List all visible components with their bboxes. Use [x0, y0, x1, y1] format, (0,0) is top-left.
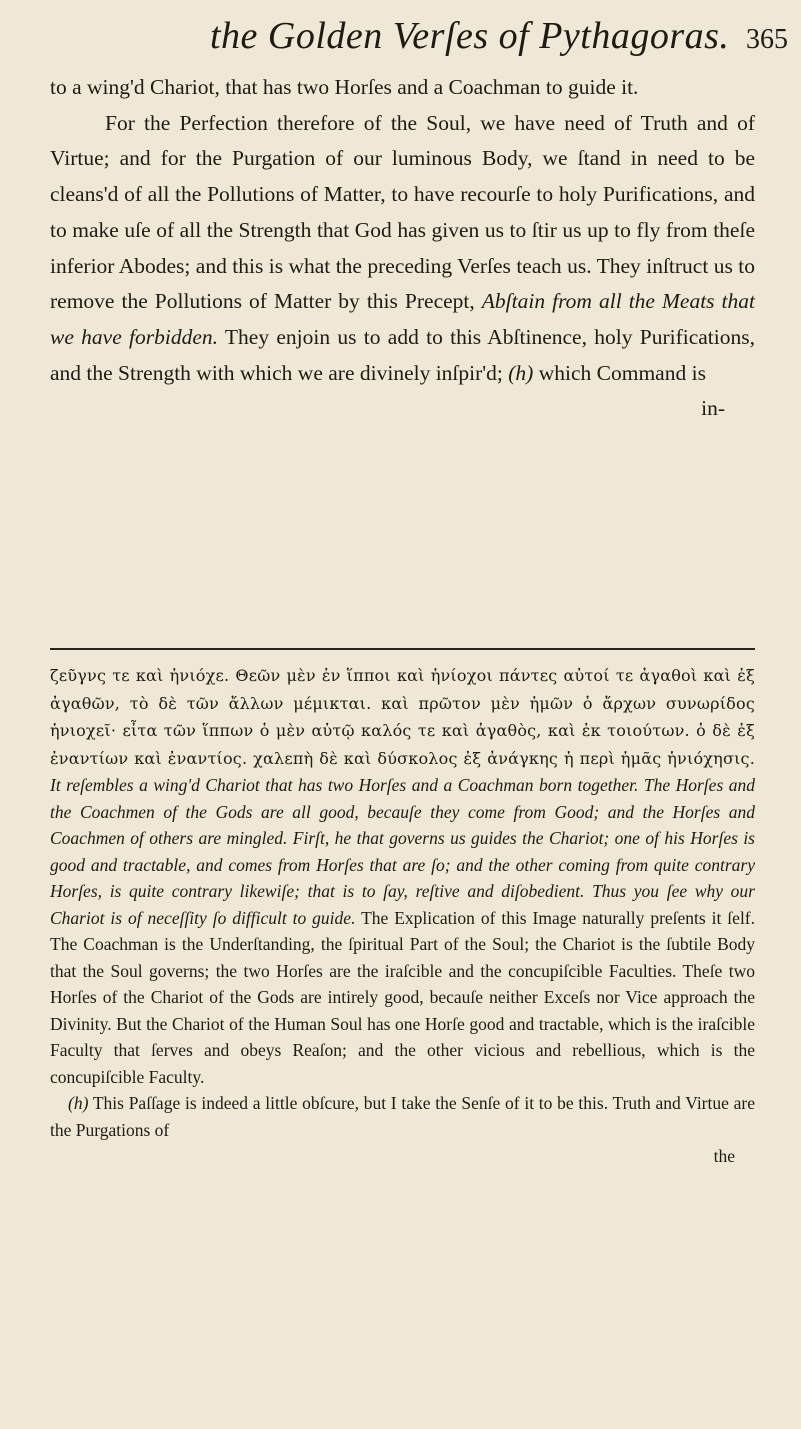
- paragraph-2-end: which Command is: [538, 360, 706, 385]
- paragraph-2-cont: They enjoin us to add to this Abſtinence, holy Purifications, and the Strength with which we are divinely inſpir'd;: [50, 324, 755, 385]
- explication: The Explication of this Image naturally preſents it ſelf. The Coachman is the Underſtanding, the ſpiritual Part of the Soul; the Chariot is the ſubtile Body that the Soul governs; the two Horſes are the iraſcible and the concupiſcible Faculties. Theſe two Horſes of the Chariot of the Gods are intirely good, becauſe neither Exceſs nor Vice approach the Divinity. But the Chariot of the Human Soul has one Horſe good and tractable, which is the iraſcible Faculty that ſerves and obeys Reaſon; and the other vicious and rebellious, which is the concupiſcible Faculty.: [50, 907, 756, 1087]
- footnote-h-text: This Paſſage is indeed a little obſcure, but I take the Senſe of it to be this. Truth and Virtue are the Purgations of: [50, 1093, 755, 1140]
- catchword: in-: [701, 396, 725, 421]
- footnote-rule: [50, 648, 755, 650]
- footnote-body: [50, 662, 755, 1090]
- main-text: [50, 70, 755, 427]
- paragraph-2: [50, 106, 755, 392]
- greek-quotation: ζεῦγνς τε καὶ ἡνιόχε. Θεῶν μὲν ἐν ἵπποι καὶ ἡνίοχοι πάντες αὐτοί τε ἀγαθοὶ καὶ ἐξ ἀγαθῶν, τὸ δὲ τῶν ἄλλων μέμικται. καὶ πρῶτον μὲν ἡμῶν ὁ ἄρχων συνωρίδος ἡνιοχεῖ· εἶτα τῶν ἵππων ὁ μὲν αὐτῷ καλός τε καὶ ἀγαθὸς, καὶ ἐκ τοιούτων. ὁ δὲ ἐξ ἐναντίων καὶ ἐναντίος. χαλεπὴ δὲ καὶ δύσκολος ἐξ ἀνάγκης ἡ περὶ ἡμᾶς ἡνιόχησις.: [50, 666, 755, 768]
- paragraph-1: to a wing'd Chariot, that has two Horſes and a Coachman to guide it.: [50, 75, 639, 99]
- paragraph-2-text: For the Perfection therefore of the Soul, we have need of Truth and of Virtue; and for the Purgation of our luminous Body, we ſtand in need to be cleans'd of all the Pollutions of Matter, to have recourſe to holy Purifications, and to make uſe of all the Strength that God has given us to ſtir us up to fly from theſe inferior Abodes; and this is what the preceding Verſes teach us. They inſtruct us to remove the Pollutions of Matter by this Precept,: [50, 110, 755, 314]
- footnote: [50, 662, 755, 1170]
- footnote-h: [50, 1090, 755, 1143]
- footnote-catchword: the: [713, 1146, 735, 1166]
- greek-translation: It reſembles a wing'd Chariot that has two Horſes and a Coachman born together. The Horſes and the Coachmen of the Gods are all good, becauſe they come from Good; and the Horſes and Coachmen of others are mingled. Firſt, he that governs us guides the Chariot; one of his Horſes is good and tractable, and comes from Horſes that are ſo; and the other coming from quite contrary Horſes, is quite contrary likewiſe; that is to ſay, reſtive and diſobedient. Thus you ſee why our Chariot is of neceſſity ſo difficult to guide.: [50, 775, 755, 928]
- note-reference-h: (h): [508, 360, 534, 385]
- running-title: the Golden Verſes of Pythagoras.: [210, 15, 730, 57]
- precept-quote: Abſtain from all the Meats that we have forbidden.: [50, 289, 756, 349]
- page-number: 365: [746, 24, 788, 55]
- footnote-h-marker: (h): [68, 1093, 89, 1113]
- page-header: [0, 8, 801, 68]
